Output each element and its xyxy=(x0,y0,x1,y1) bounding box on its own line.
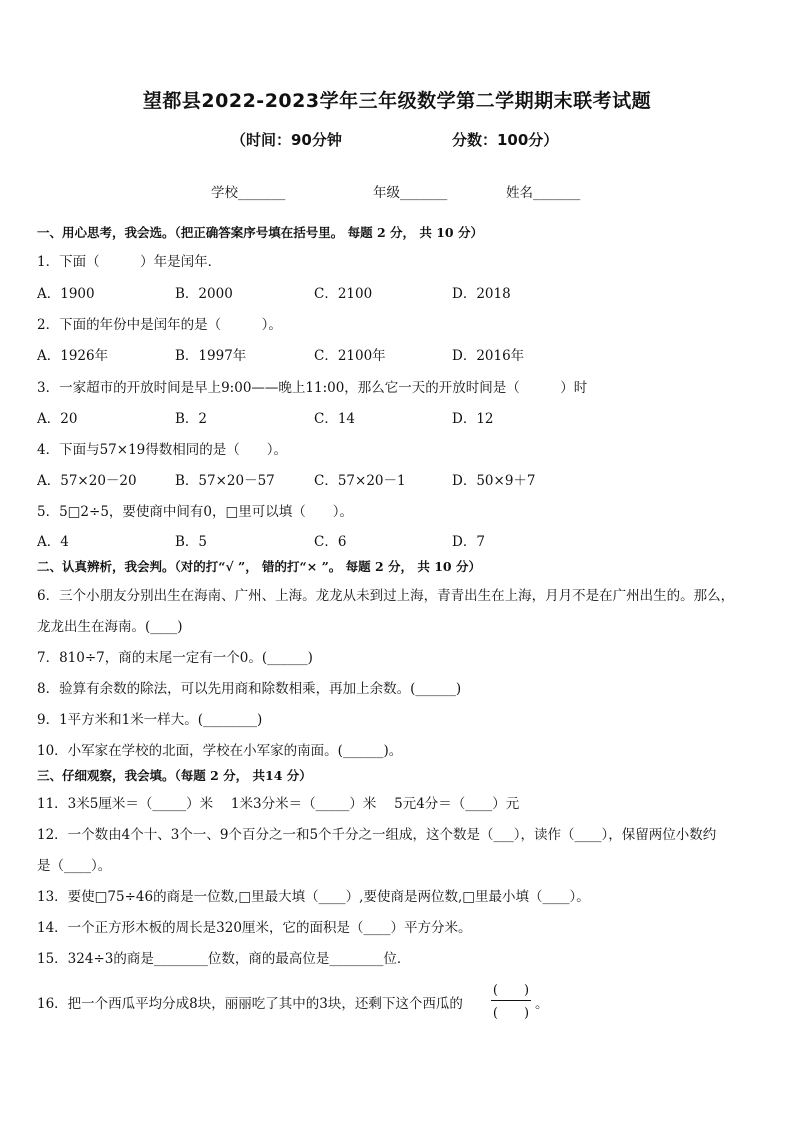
q2-option-a: A．1926年 xyxy=(37,348,109,364)
q5-option-d: D．7 xyxy=(452,534,485,550)
question-5: 5．5□2÷5，要使商中间有0，□里可以填（ ）。 xyxy=(37,504,354,520)
q3-option-b: B．2 xyxy=(175,411,208,427)
question-6-line-2: 龙龙出生在海南。(____) xyxy=(37,619,183,635)
section-3-heading: 三、仔细观察，我会填。（每题 2 分， 共14 分） xyxy=(37,768,312,783)
question-11: 11．3米5厘米＝（_____）米 1米3分米＝（_____）米 5元4分＝（____）元 xyxy=(37,796,520,812)
q4-option-c: C．57×20－1 xyxy=(314,473,406,489)
exam-time: （时间：90分钟 xyxy=(231,131,342,149)
fraction-bar xyxy=(491,1000,531,1001)
q4-option-a: A．57×20－20 xyxy=(37,473,137,489)
name-field: 姓名_______ xyxy=(506,185,581,201)
question-10: 10．小军家在学校的北面，学校在小军家的南面。(______)。 xyxy=(37,743,403,759)
q2-option-d: D．2016年 xyxy=(452,348,525,364)
question-16-end: 。 xyxy=(535,996,549,1012)
question-2: 2．下面的年份中是闰年的是（ ）。 xyxy=(37,317,282,333)
q5-option-a: A．4 xyxy=(37,534,69,550)
q3-option-d: D．12 xyxy=(452,411,494,427)
question-3: 3．一家超市的开放时间是早上9:00——晚上11:00，那么它一天的开放时间是（ ）时 xyxy=(37,380,588,396)
question-1: 1．下面（ ）年是闰年． xyxy=(37,254,222,270)
question-8: 8．验算有余数的除法，可以先用商和除数相乘，再加上余数。(______) xyxy=(37,681,462,697)
q1-option-d: D．2018 xyxy=(452,286,511,302)
question-12-line-1: 12．一个数由4个十、3个一、9个百分之一和5个千分之一组成，这个数是（___），读作（____），保留两位小数约 xyxy=(37,827,717,843)
question-4: 4．下面与57×19得数相同的是（ ）。 xyxy=(37,442,288,458)
q1-option-b: B．2000 xyxy=(175,286,233,302)
question-14: 14．一个正方形木板的周长是320厘米，它的面积是（____）平方分米。 xyxy=(37,920,472,936)
answer-fraction xyxy=(489,979,533,1021)
q4-option-d: D．50×9＋7 xyxy=(452,473,536,489)
question-7: 7．810÷7，商的末尾一定有一个0。(______) xyxy=(37,650,313,666)
exam-score: 分数：100分） xyxy=(452,131,559,149)
question-6-line-1: 6．三个小朋友分别出生在海南、广州、上海。龙龙从未到过上海，青青出生在上海，月月不是在广州出生的。那么， xyxy=(37,588,735,604)
question-12-line-2: 是（____）。 xyxy=(37,858,112,874)
school-field: 学校_______ xyxy=(211,185,286,201)
question-9: 9．1平方米和1米一样大。(________) xyxy=(37,712,263,728)
section-2-heading: 二、认真辨析，我会判。（对的打“√ ”， 错的打“× ”。 每题 2 分， 共 10 分） xyxy=(37,559,481,574)
fraction-denominator: ( ) xyxy=(492,1006,530,1021)
q4-option-b: B．57×20－57 xyxy=(175,473,275,489)
q2-option-c: C．2100年 xyxy=(314,348,386,364)
grade-field: 年级_______ xyxy=(373,185,448,201)
q3-option-c: C．14 xyxy=(314,411,356,427)
question-16: 16．把一个西瓜平均分成8块，丽丽吃了其中的3块，还剩下这个西瓜的 xyxy=(37,996,463,1012)
q5-option-c: C．6 xyxy=(314,534,347,550)
question-15: 15．324÷3的商是________位数，商的最高位是________位． xyxy=(37,951,411,967)
page-title: 望都县2022-2023学年三年级数学第二学期期末联考试题 xyxy=(142,90,652,112)
section-1-heading: 一、用心思考，我会选。（把正确答案序号填在括号里。 每题 2 分， 共 10 分） xyxy=(37,225,483,240)
q5-option-b: B．5 xyxy=(175,534,208,550)
fraction-numerator: ( ) xyxy=(492,983,530,998)
q1-option-c: C．2100 xyxy=(314,286,373,302)
q3-option-a: A．20 xyxy=(37,411,78,427)
q2-option-b: B．1997年 xyxy=(175,348,247,364)
q1-option-a: A．1900 xyxy=(37,286,95,302)
question-13: 13．要使□75÷46的商是一位数,□里最大填（____）,要使商是两位数,□里最小填（____）。 xyxy=(37,889,590,905)
